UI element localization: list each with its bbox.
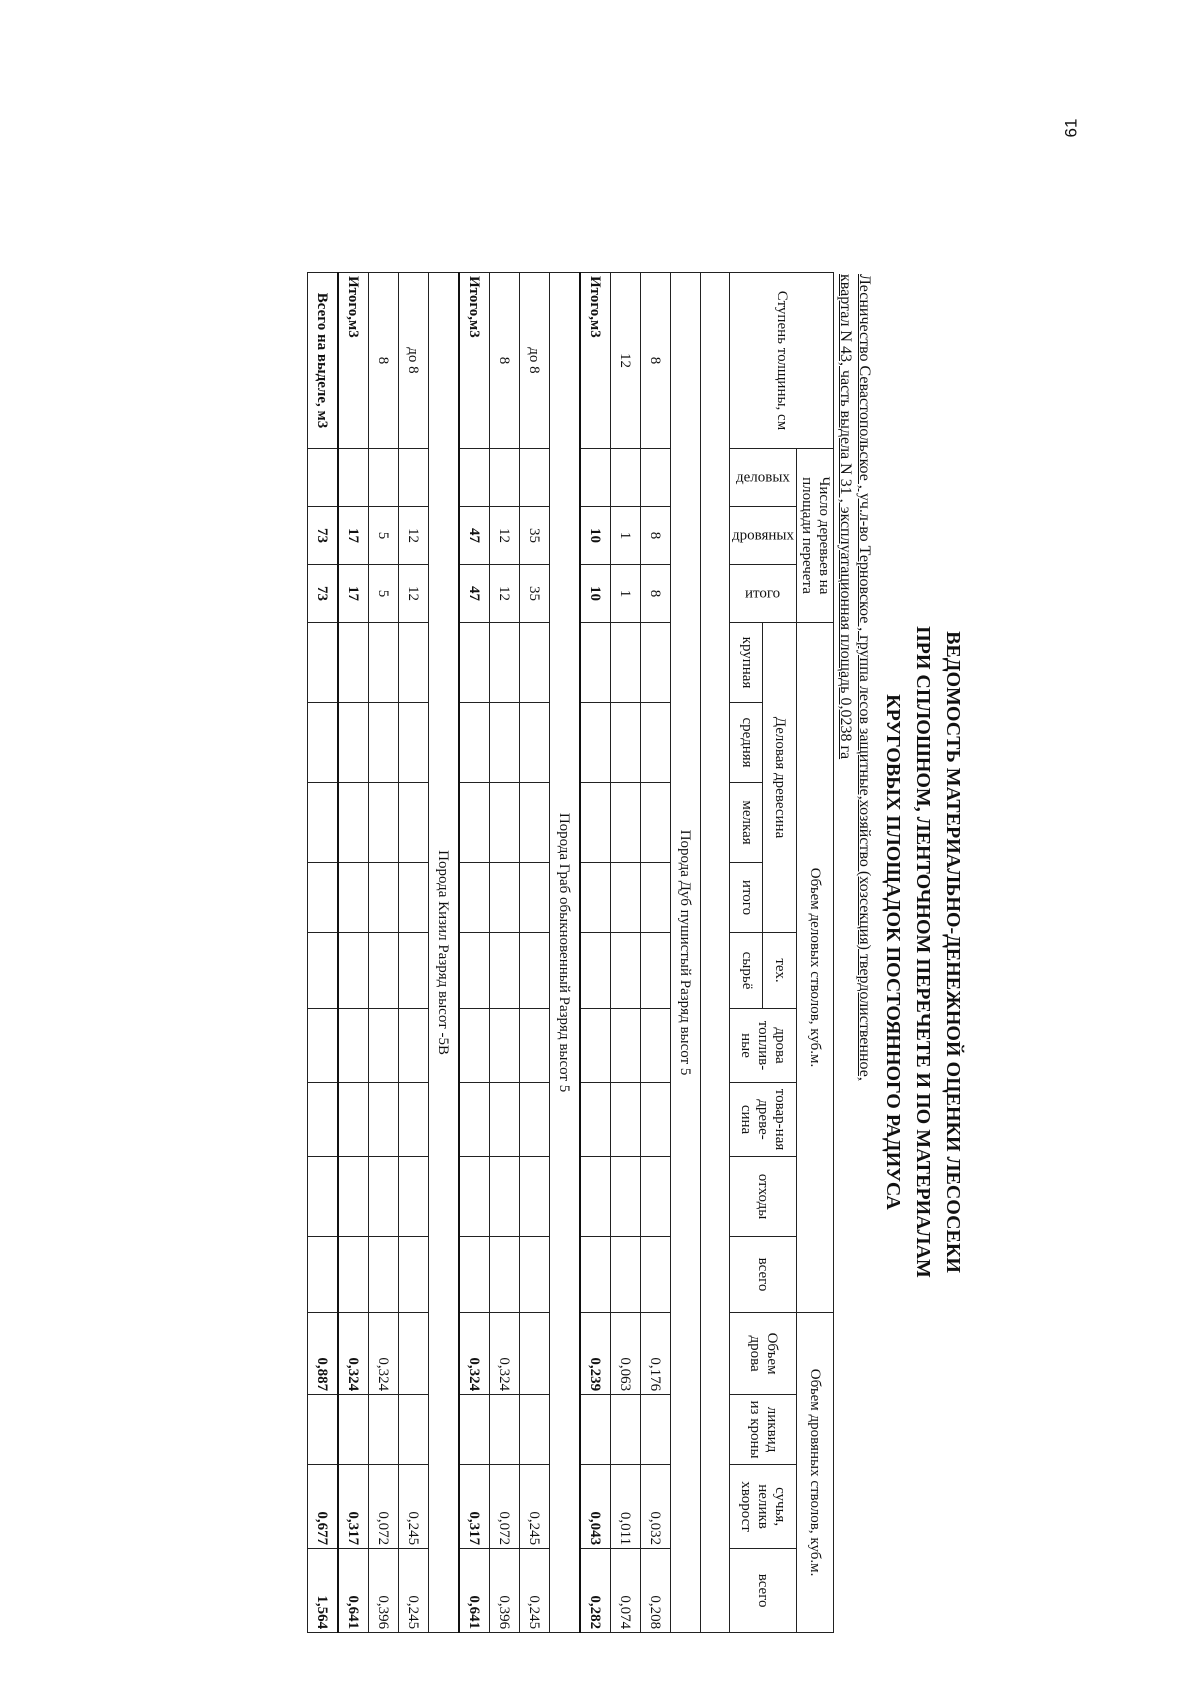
grand-total-drov: 73 — [307, 507, 338, 565]
header-chislo: Число деревьев на площади перечета — [797, 449, 834, 623]
total-vsego: 0,641 — [459, 1549, 490, 1633]
spacer-row — [700, 273, 729, 1633]
cell-likvid — [398, 1395, 428, 1465]
grand-total-drova: 0,887 — [307, 1313, 338, 1395]
cell-vsego: 0,074 — [610, 1549, 640, 1633]
table-row — [398, 273, 428, 1633]
cell-vsego: 0,245 — [519, 1549, 549, 1633]
total-drov: 47 — [459, 507, 490, 565]
section-title: Порода Дуб пушистый Разряд высот 5 — [670, 273, 700, 1633]
cell-del — [489, 449, 519, 507]
header-teh: тех. — [763, 933, 797, 1009]
cell-drov: 12 — [398, 507, 428, 565]
info-line-1: Лесничество Севастопольское , уч.л-во Терновское , группа лесов защитные,хозяйство (хозсекция) твердолиственное, — [856, 274, 873, 1081]
valuation-table — [307, 272, 834, 1633]
header-suchya: сучья, неликв хворост — [729, 1465, 796, 1549]
title-line-1: ВЕДОМОСТЬ МАТЕРИАЛЬНО-ДЕНЕЖНОЙ ОЦЕНКИ ЛЕСОСЕКИ — [942, 631, 964, 1273]
cell-such: 0,072 — [489, 1465, 519, 1549]
cell-d: до 8 — [519, 273, 549, 449]
grand-total-label: Всего на выделе, м3 — [307, 273, 338, 449]
cell-drova: 0,324 — [368, 1313, 398, 1395]
cell-drov: 1 — [610, 507, 640, 565]
header-tovarnaya: товар-ная древе-сина — [729, 1083, 796, 1157]
header-syrye: сырьё — [729, 933, 763, 1009]
cell-itogo: 35 — [519, 565, 549, 623]
cell-del — [398, 449, 428, 507]
cell-drova: 0,324 — [489, 1313, 519, 1395]
cell-likvid — [368, 1395, 398, 1465]
header-othody: отходы — [729, 1157, 796, 1237]
cell-itogo: 5 — [368, 565, 398, 623]
cell-itogo: 12 — [398, 565, 428, 623]
title-line-3: КРУГОВЫХ ПЛОЩАДОК ПОСТОЯННОГО РАДИУСА — [882, 694, 904, 1210]
cell-drova: 0,176 — [640, 1313, 670, 1395]
section-hornbeam — [459, 273, 580, 1633]
total-vsego: 0,641 — [338, 1549, 369, 1633]
header-stupen: Ступень толщины, см — [729, 273, 833, 449]
total-drov: 10 — [580, 507, 611, 565]
cell-d: 8 — [489, 273, 519, 449]
cell-d: 8 — [640, 273, 670, 449]
cell-such: 0,032 — [640, 1465, 670, 1549]
header-itogo2: итого — [729, 863, 763, 933]
total-drov: 17 — [338, 507, 369, 565]
document-content — [307, 272, 1200, 1632]
cell-del — [519, 449, 549, 507]
cell-drova — [519, 1313, 549, 1395]
section-cornel — [307, 273, 459, 1633]
cell-del — [610, 449, 640, 507]
document-info — [836, 274, 874, 1632]
cell-del — [640, 449, 670, 507]
header-vsego2: всего — [729, 1549, 796, 1633]
table-row — [610, 273, 640, 1633]
total-vsego: 0,282 — [580, 1549, 611, 1633]
total-such: 0,317 — [459, 1465, 490, 1549]
cell-del — [368, 449, 398, 507]
section-title: Порода Кизил Разряд высот -5В — [428, 273, 459, 1633]
title-line-2: ПРИ СПЛОШНОМ, ЛЕНТОЧНОМ ПЕРЕЧЕТЕ И ПО МАТЕРИАЛАМ — [912, 626, 934, 1278]
header-krupnaya: крупная — [729, 623, 763, 703]
cell-likvid — [610, 1395, 640, 1465]
cell-vsego: 0,208 — [640, 1549, 670, 1633]
total-such: 0,317 — [338, 1465, 369, 1549]
total-itogo: 47 — [459, 565, 490, 623]
header-itogo: итого — [729, 565, 796, 623]
cell-likvid — [519, 1395, 549, 1465]
section-title: Порода Граб обыкновенный Разряд высот 5 — [549, 273, 580, 1633]
table-row — [489, 273, 519, 1633]
cell-drov: 35 — [519, 507, 549, 565]
header-srednyaya: средняя — [729, 703, 763, 783]
grand-total-vsego: 1,564 — [307, 1549, 338, 1633]
header-delovaya: Деловая древесина — [763, 623, 797, 933]
total-itogo: 10 — [580, 565, 611, 623]
header-obem-drovyanyh: Объем дровяных стволов, куб.м. — [797, 1313, 834, 1633]
info-line-2: квартал N 43, часть выдела N 31 , эксплуатационная площадь 0,0238 га — [837, 274, 854, 760]
cell-drova — [398, 1313, 428, 1395]
total-label: Итого,м3 — [338, 273, 369, 449]
header-melkaya: мелкая — [729, 783, 763, 863]
header-vsego: всего — [729, 1237, 796, 1313]
cell-d: 12 — [610, 273, 640, 449]
header-likvid: ликвид из кроны — [729, 1395, 796, 1465]
total-drova: 0,239 — [580, 1313, 611, 1395]
total-itogo: 17 — [338, 565, 369, 623]
header-delovyh: деловых — [729, 449, 796, 507]
document-title — [878, 272, 968, 1632]
cell-likvid — [489, 1395, 519, 1465]
header-obem-delovyh: Объем деловых стволов, куб.м. — [797, 623, 834, 1313]
cell-such: 0,245 — [398, 1465, 428, 1549]
total-row — [338, 273, 369, 1633]
cell-itogo: 12 — [489, 565, 519, 623]
total-label: Итого,м3 — [580, 273, 611, 449]
header-obem-drova: Объем дрова — [729, 1313, 796, 1395]
cell-itogo: 8 — [640, 565, 670, 623]
page-number: 61 — [1061, 118, 1081, 138]
cell-drov: 12 — [489, 507, 519, 565]
total-row — [580, 273, 611, 1633]
total-drova: 0,324 — [338, 1313, 369, 1395]
total-drova: 0,324 — [459, 1313, 490, 1395]
cell-vsego: 0,245 — [398, 1549, 428, 1633]
table-row — [640, 273, 670, 1633]
grand-total-row — [307, 273, 338, 1633]
cell-drov: 5 — [368, 507, 398, 565]
cell-drova: 0,063 — [610, 1313, 640, 1395]
cell-d: до 8 — [398, 273, 428, 449]
total-label: Итого,м3 — [459, 273, 490, 449]
grand-total-itogo: 73 — [307, 565, 338, 623]
header-drova-top: дрова топлив-ные — [729, 1009, 796, 1083]
cell-such: 0,072 — [368, 1465, 398, 1549]
table-row — [519, 273, 549, 1633]
cell-vsego: 0,396 — [368, 1549, 398, 1633]
table-row — [368, 273, 398, 1633]
total-row — [459, 273, 490, 1633]
header-drovyanyh: дровяных — [729, 507, 796, 565]
cell-drov: 8 — [640, 507, 670, 565]
grand-total-such: 0,677 — [307, 1465, 338, 1549]
cell-vsego: 0,396 — [489, 1549, 519, 1633]
cell-such: 0,011 — [610, 1465, 640, 1549]
cell-likvid — [640, 1395, 670, 1465]
cell-d: 8 — [368, 273, 398, 449]
cell-itogo: 1 — [610, 565, 640, 623]
cell-such: 0,245 — [519, 1465, 549, 1549]
total-such: 0,043 — [580, 1465, 611, 1549]
section-oak — [580, 273, 730, 1633]
